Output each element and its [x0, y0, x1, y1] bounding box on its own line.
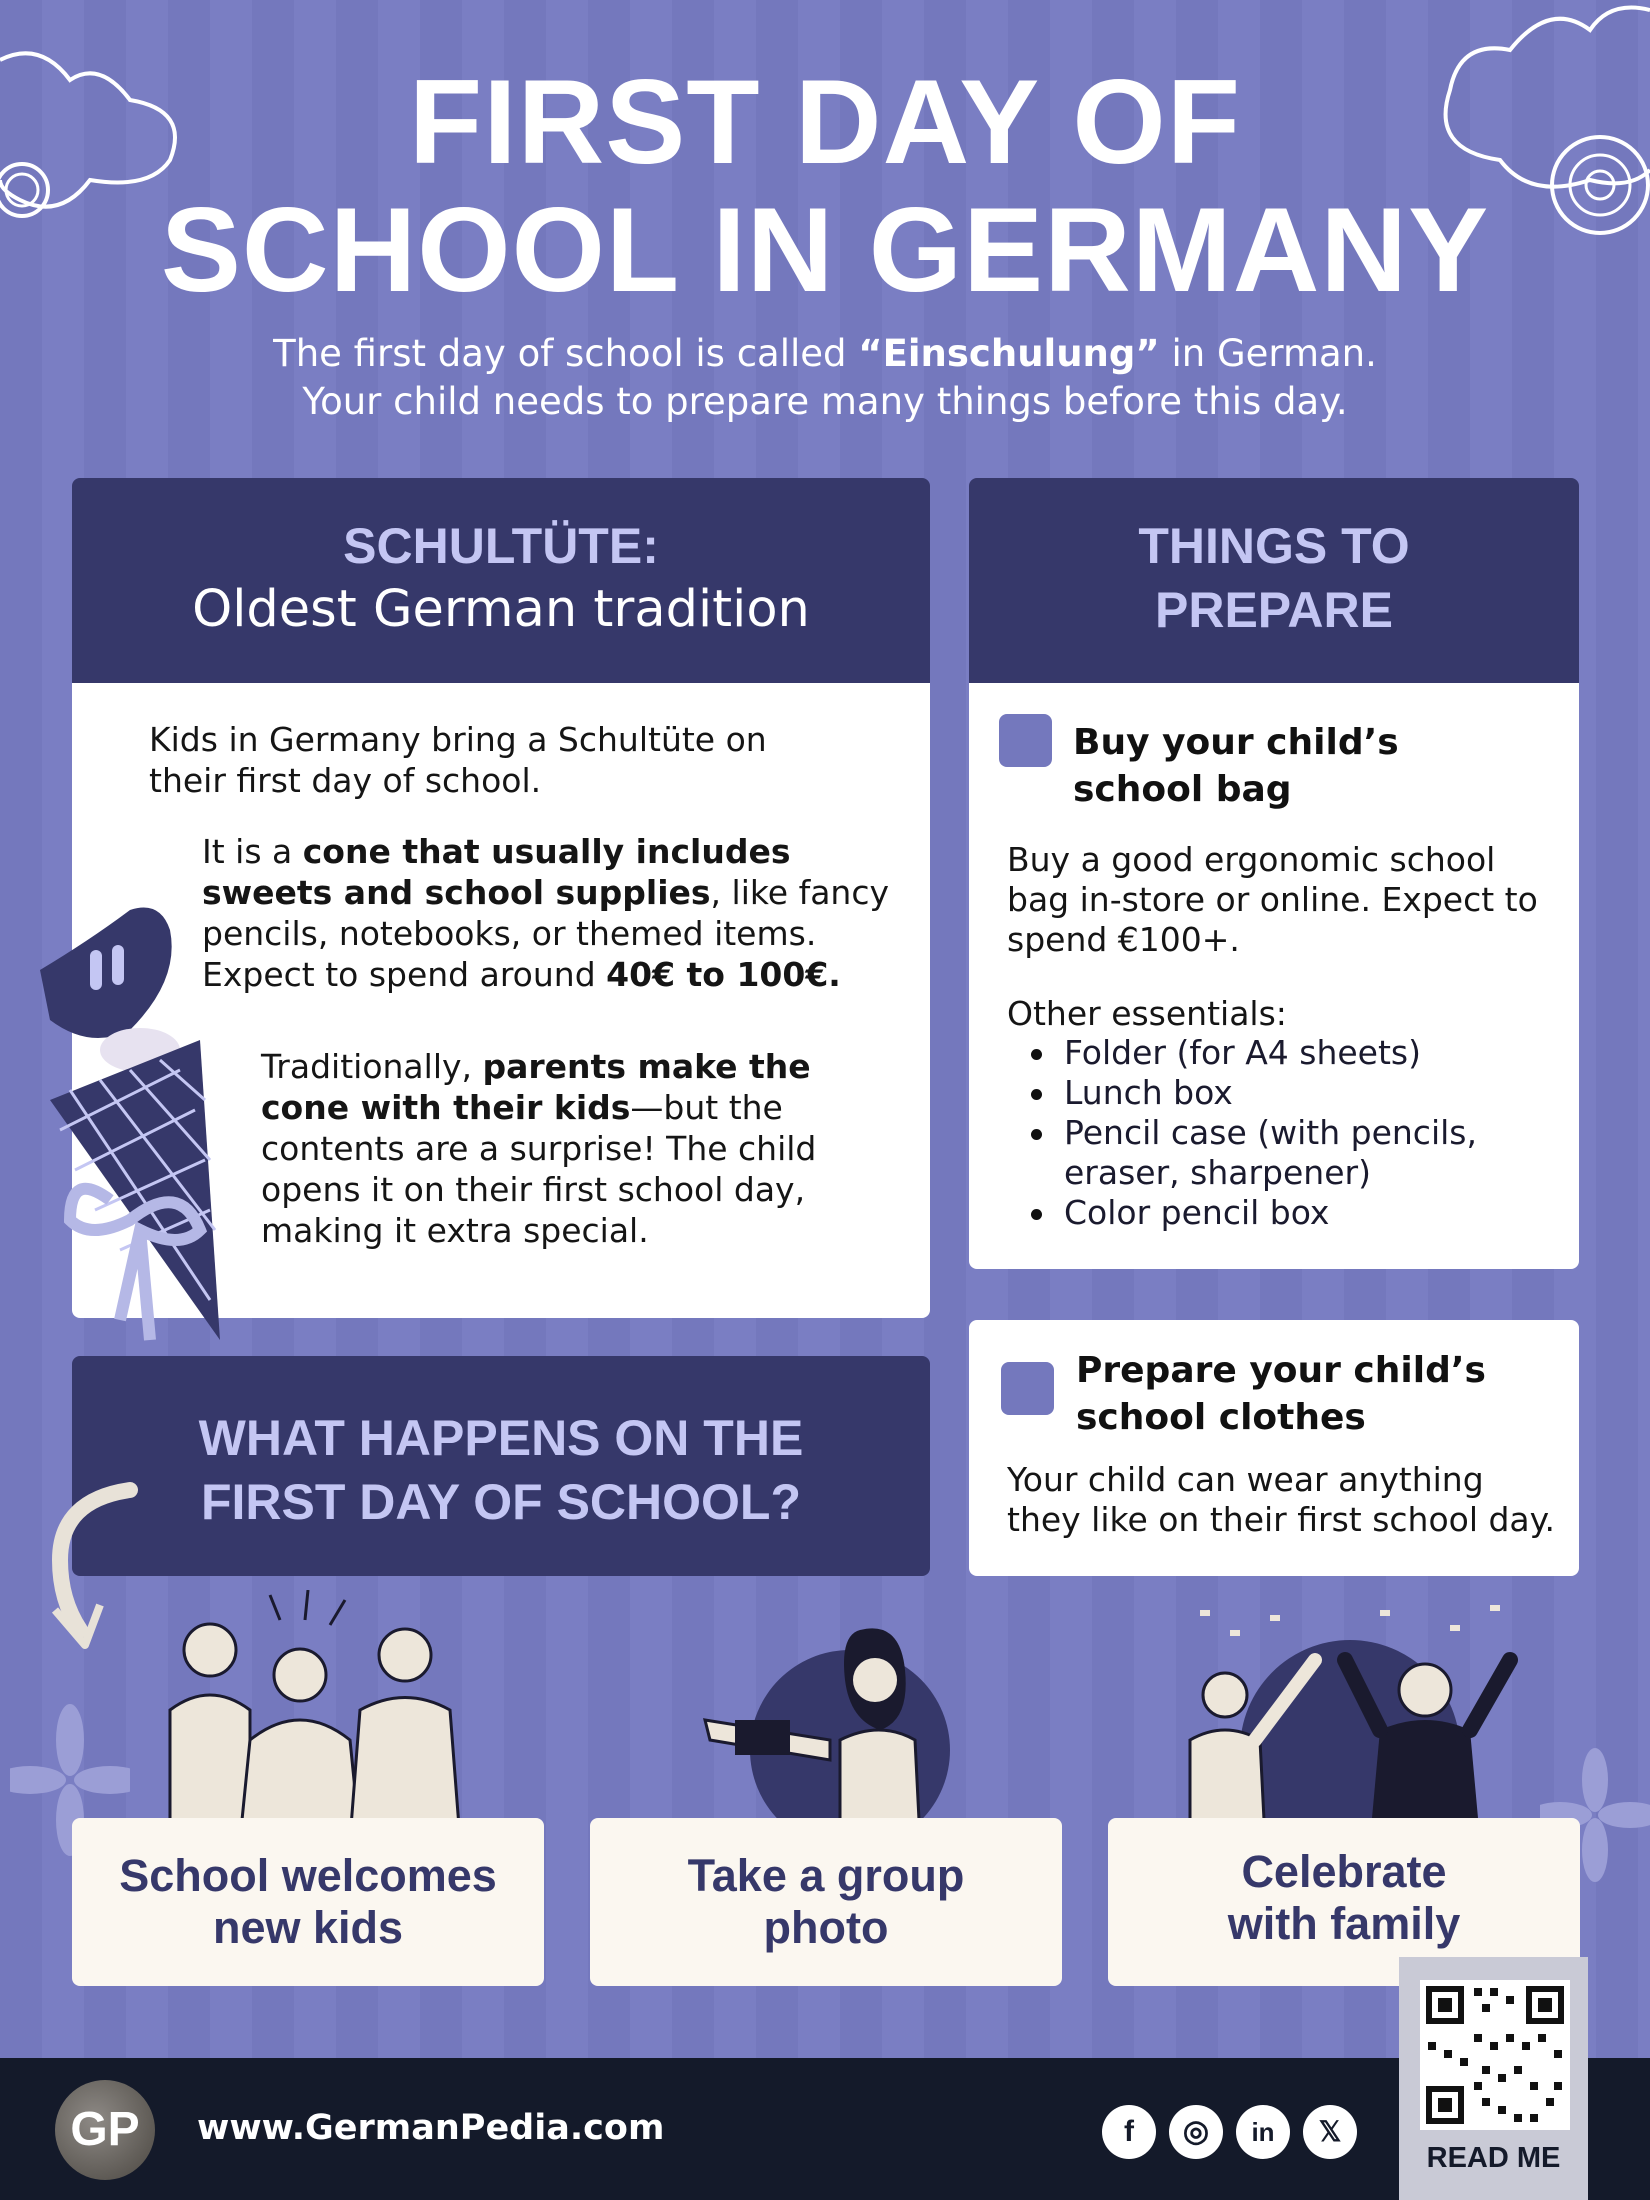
- p2-price: 40€ to 100€.: [606, 955, 841, 994]
- essentials-list: [1007, 1033, 1547, 1233]
- essential-item: Lunch box: [1007, 1073, 1547, 1113]
- p3-post: —but the contents are a surprise! The child opens it on their first school day, making it extra special.: [261, 1088, 817, 1250]
- essentials-label: Other essentials:: [1007, 994, 1287, 1033]
- facebook-icon[interactable]: f: [1102, 2105, 1156, 2159]
- p2-mid: , like fancy pencils, notebooks, or themed items. Expect to spend around: [202, 873, 890, 994]
- page-title: [0, 55, 1650, 317]
- step-3-line-2: with family: [1227, 1898, 1461, 1949]
- school-clothes-title: [1076, 1347, 1566, 1441]
- intro-line-1-pre: The first day of school is called: [273, 332, 859, 375]
- intro-line-1-post: in German.: [1159, 332, 1377, 375]
- step-3-text: [1228, 1846, 1461, 1950]
- checkbox-school-bag[interactable]: [999, 714, 1052, 767]
- website-link[interactable]: www.GermanPedia.com: [197, 2108, 665, 2148]
- what-happens-header: [72, 1356, 930, 1576]
- prepare-heading-line-1: THINGS TO: [1138, 518, 1410, 574]
- schultuete-paragraph-3: [261, 1046, 901, 1251]
- step-2-line-2: photo: [763, 1902, 889, 1953]
- school-clothes-card: [969, 1320, 1579, 1576]
- welcome-kids-illustration: [140, 1590, 480, 1840]
- step-1-text: [119, 1850, 497, 1954]
- prepare-card-header: [969, 478, 1579, 683]
- intro-line-2: Your child needs to prepare many things before this day.: [302, 380, 1348, 423]
- intro-term-einschulung: “Einschulung”: [858, 332, 1160, 375]
- intro-text: [0, 330, 1650, 426]
- checkbox-school-clothes[interactable]: [1001, 1362, 1054, 1415]
- title-line-1: FIRST DAY OF: [408, 55, 1242, 189]
- p2-bold: cone that usually includes sweets and school supplies: [202, 832, 791, 912]
- intro-line-1: [0, 330, 1650, 378]
- qr-read-me-label: READ ME: [1426, 2142, 1561, 2174]
- what-happens-line-2: FIRST DAY OF SCHOOL?: [200, 1474, 802, 1530]
- prepare-heading-line-2: PREPARE: [1154, 582, 1393, 638]
- school-clothes-title-line-2: school clothes: [1076, 1397, 1366, 1438]
- qr-code-graphic: [1420, 1980, 1570, 2130]
- schultuete-cone-illustration: [30, 900, 240, 1360]
- step-1-line-1: School welcomes: [119, 1850, 497, 1901]
- prepare-card-body: [969, 683, 1579, 1269]
- schultuete-paragraph-1: Kids in Germany bring a Schultüte on their first day of school.: [149, 720, 767, 800]
- step-3-line-1: Celebrate: [1241, 1846, 1447, 1897]
- p3-pre: Traditionally,: [261, 1047, 483, 1086]
- school-bag-title-line-2: school bag: [1073, 769, 1292, 810]
- title-line-2: SCHOOL IN GERMANY: [160, 183, 1490, 317]
- schultuete-paragraph-2: [202, 831, 902, 995]
- school-bag-title: [1073, 719, 1553, 813]
- x-icon[interactable]: 𝕏: [1303, 2105, 1357, 2159]
- essential-item: Color pencil box: [1007, 1193, 1547, 1233]
- germanpedia-logo[interactable]: GP: [55, 2080, 155, 2180]
- step-school-welcomes: [72, 1818, 544, 1986]
- schultuete-heading: SCHULTÜTE:: [343, 518, 659, 574]
- p3-bold: parents make the cone with their kids: [261, 1047, 811, 1127]
- curved-arrow-icon: [40, 1480, 140, 1650]
- step-2-text: [688, 1850, 965, 1954]
- school-clothes-text: Your child can wear anything they like on their first school day.: [1007, 1460, 1555, 1539]
- schultuete-subheading: Oldest German tradition: [192, 580, 810, 639]
- celebrate-family-illustration: [1150, 1600, 1550, 1840]
- qr-code[interactable]: [1420, 1980, 1570, 2130]
- instagram-icon[interactable]: ◎: [1169, 2105, 1223, 2159]
- step-2-line-1: Take a group: [687, 1850, 965, 1901]
- step-1-line-2: new kids: [212, 1902, 404, 1953]
- p2-pre: It is a: [202, 832, 303, 871]
- school-clothes-title-line-1: Prepare your child’s: [1076, 1350, 1486, 1391]
- schultuete-card-header: [72, 478, 930, 683]
- school-bag-title-line-1: Buy your child’s: [1073, 722, 1399, 763]
- essential-item: Folder (for A4 sheets): [1007, 1033, 1547, 1073]
- school-bag-text: Buy a good ergonomic school bag in-store or online. Expect to spend €100+.: [1007, 840, 1538, 959]
- step-group-photo: [590, 1818, 1062, 1986]
- group-photo-illustration: [690, 1610, 990, 1840]
- essential-item: Pencil case (with pencils, eraser, sharpener): [1007, 1113, 1547, 1193]
- linkedin-icon[interactable]: in: [1236, 2105, 1290, 2159]
- what-happens-line-1: WHAT HAPPENS ON THE: [198, 1410, 804, 1466]
